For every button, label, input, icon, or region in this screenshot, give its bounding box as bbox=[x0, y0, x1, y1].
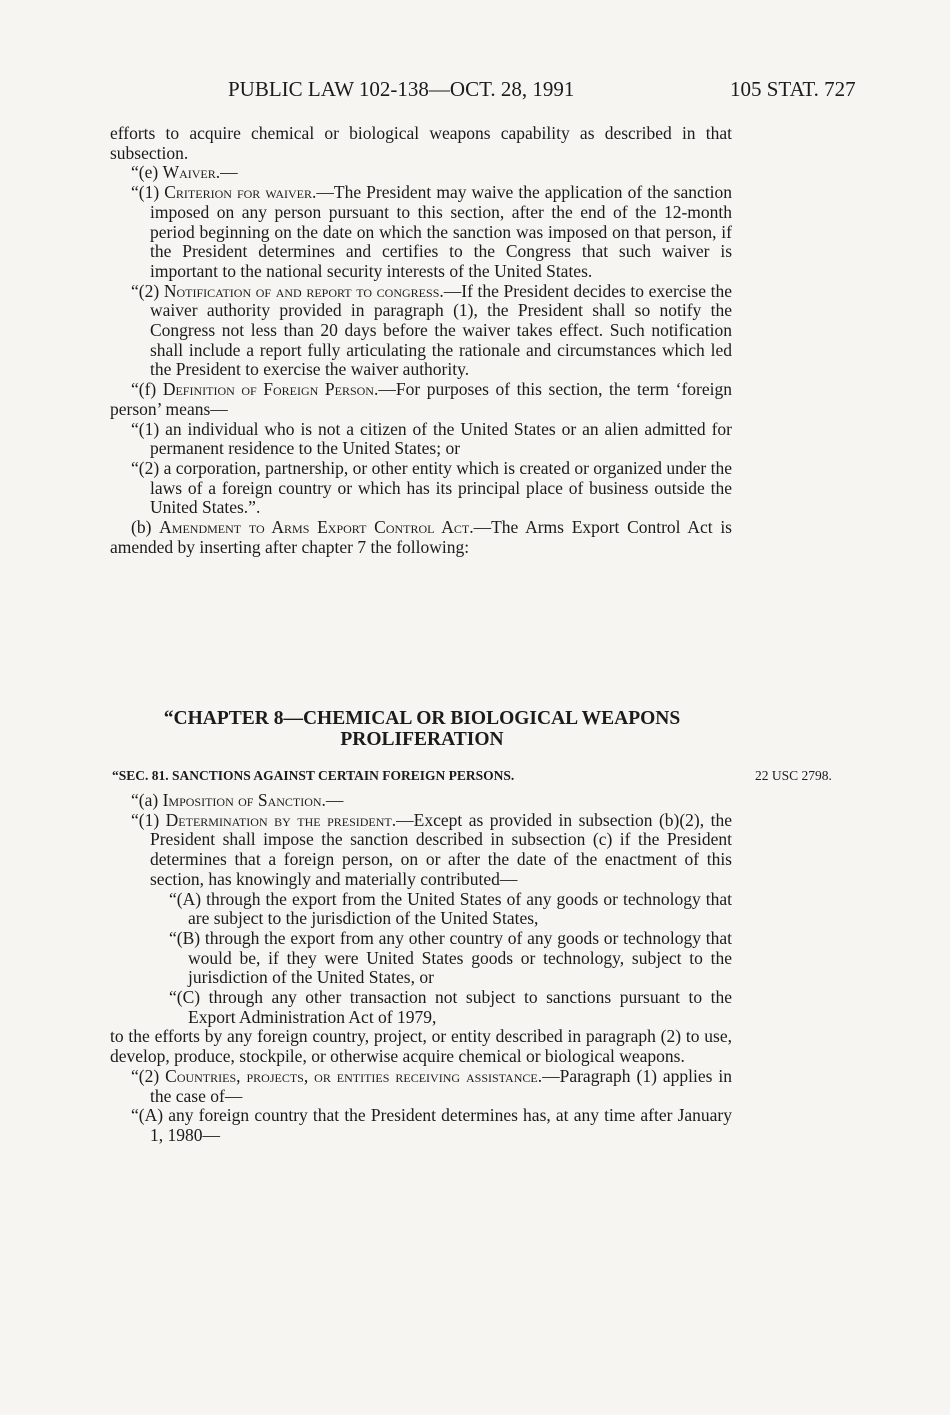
paragraph-continuation: efforts to acquire chemical or biological weapons capability as described in that subsection. bbox=[110, 123, 732, 163]
subsection-e-title: Waiver.— bbox=[162, 162, 238, 183]
subparagraph-a2-a: “(A) any foreign country that the President determines has, at any time after January 1, 1980— bbox=[131, 1105, 732, 1145]
subsection-b-heading: Amendment to Arms Export Control Act. bbox=[159, 517, 474, 538]
subparagraph-b: “(B) through the export from any other country of any goods or technology that would be, if they were United States goods or technology, subject to the jurisdiction of the United States, or bbox=[169, 927, 732, 988]
paragraph-a1-prefix: “(1) bbox=[131, 809, 166, 830]
text-block-lower bbox=[110, 791, 732, 1146]
paragraph-e1 bbox=[110, 183, 732, 282]
section-81-heading: “SEC. 81. SANCTIONS AGAINST CERTAIN FOREIGN PERSONS. bbox=[112, 768, 515, 783]
subsection-a-title: Imposition of Sanction.— bbox=[162, 790, 344, 810]
paragraph-f1: “(1) an individual who is not a citizen of the United States or an alien admitted for permanent residence to the United States; or bbox=[131, 418, 732, 459]
paragraph-e2-prefix: “(2) bbox=[131, 280, 164, 301]
statute-page-number: 105 STAT. 727 bbox=[730, 77, 856, 101]
subparagraph-a: “(A) through the export from the United States of any goods or technology that are subject to the jurisdiction of the United States, bbox=[169, 888, 732, 929]
paragraph-e2-heading: Notification of and report to congress. bbox=[163, 280, 444, 301]
paragraph-a1-heading: Determination by the president. bbox=[165, 809, 397, 830]
paragraph-a1-text: —Except as provided in subsection (b)(2), the President shall impose the sanction described in subsection (c) if the President determines that a foreign person, on or after the date of the enactment of this section, has knowingly and materially contributed— bbox=[150, 809, 732, 889]
paragraph-e1-text: —The President may waive the application of the sanction imposed on any person pursuant to this section, after the end of the 12-month period beginning on the date on which the sanction was imposed on that person, if the President determines and certifies to the Congress that such waiver is important to the national security interests of the United States. bbox=[150, 182, 732, 281]
subsection-b-prefix: (b) bbox=[131, 517, 160, 538]
subsection-f-prefix: “(f) bbox=[131, 379, 163, 400]
paragraph-e1-prefix: “(1) bbox=[131, 182, 165, 203]
subsection-a-heading bbox=[110, 791, 732, 811]
chapter-heading-line1: “CHAPTER 8—CHEMICAL OR BIOLOGICAL WEAPONS bbox=[163, 708, 681, 729]
chapter-heading-line2: PROLIFERATION bbox=[340, 729, 504, 750]
running-header-title: PUBLIC LAW 102-138—OCT. 28, 1991 bbox=[228, 77, 575, 101]
subsection-b bbox=[110, 518, 732, 557]
paragraph-a2-prefix: “(2) bbox=[131, 1065, 166, 1086]
paragraph-a2-heading: Countries, projects, or entities receiving assistance. bbox=[165, 1065, 543, 1086]
subsection-e-heading bbox=[110, 163, 732, 183]
subsection-f bbox=[110, 380, 732, 419]
subsection-f-heading: Definition of Foreign Person. bbox=[162, 379, 379, 400]
subsection-a-prefix: “(a) bbox=[131, 790, 163, 810]
chapter-heading bbox=[146, 708, 698, 750]
paragraph-e2-text: —If the President decides to exercise the waiver authority provided in paragraph (1), the President shall so notify the Congress not less than 20 days before the waiver takes effect. Such notification shall include a report fully articulating the rationale and circumstances which led the President to exercise the waiver authority. bbox=[150, 280, 732, 380]
usc-margin-note: 22 USC 2798. bbox=[755, 768, 832, 783]
subsection-b-text: —The Arms Export Control Act is amended by inserting after chapter 7 the following: bbox=[110, 517, 732, 557]
paragraph-a2 bbox=[110, 1067, 732, 1106]
paragraph-a2-text: —Paragraph (1) applies in the case of— bbox=[150, 1065, 733, 1106]
paragraph-e1-heading: Criterion for waiver. bbox=[164, 182, 317, 203]
subsection-f-text: —For purposes of this section, the term ‘foreign person’ means— bbox=[110, 379, 732, 419]
paragraph-a1 bbox=[110, 811, 732, 890]
paragraph-f2: “(2) a corporation, partnership, or other entity which is created or organized under the laws of a foreign country or which has its principal place of business outside the United States.”. bbox=[131, 457, 732, 518]
paragraph-e2 bbox=[110, 282, 732, 381]
paragraph-a1-tail: to the efforts by any foreign country, project, or entity described in paragraph (2) to use, develop, produce, stockpile, or otherwise acquire chemical or biological weapons. bbox=[110, 1026, 732, 1067]
subsection-e-prefix: “(e) bbox=[131, 162, 163, 183]
text-block-upper bbox=[110, 124, 732, 557]
subparagraph-c: “(C) through any other transaction not subject to sanctions pursuant to the Export Administration Act of 1979, bbox=[169, 987, 732, 1027]
